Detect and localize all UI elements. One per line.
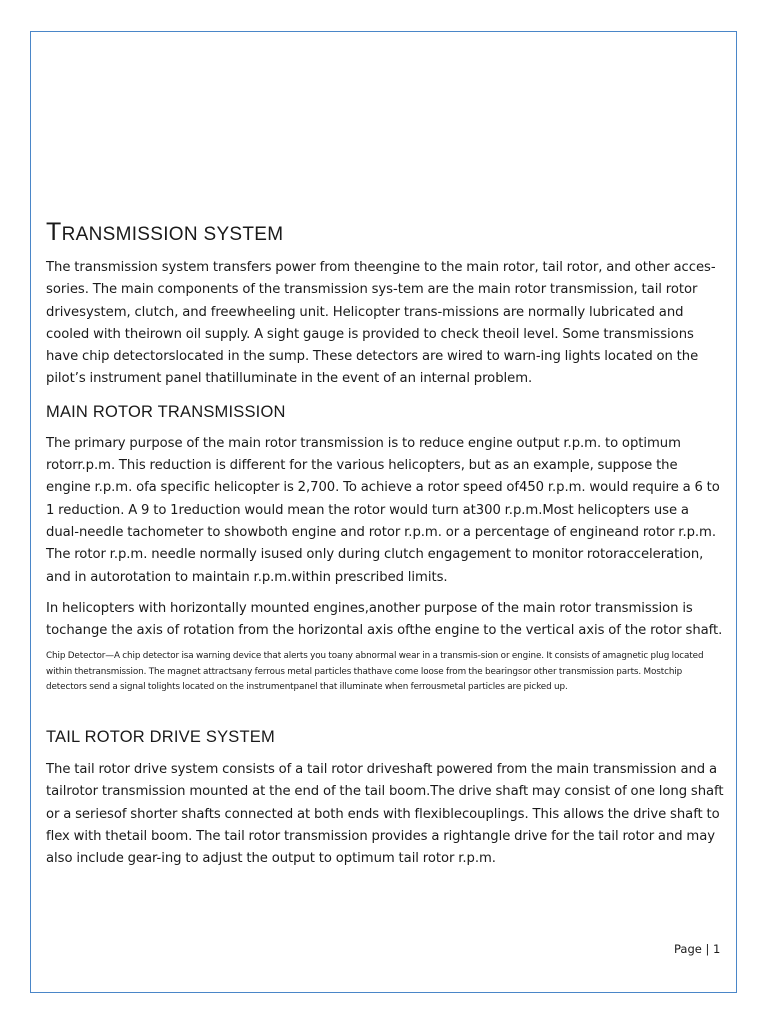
- document-body: [46, 218, 724, 870]
- main-rotor-paragraph-1: The primary purpose of the main rotor transmission is to reduce engine output r.p.m. to optimum rotorr.p.m. This reduction is different for the various helicopters, but as an example, suppose the engine r.p.m. ofa specific helicopter is 2,700. To achieve a rotor speed of450 r.p.m. would require a 6 to 1 reduction. A 9 to 1reduction would mean the rotor would turn at300 r.p.m.Most helicopters use a dual-needle tachometer to showboth engine and rotor r.p.m. or a percentage of engineand rotor r.p.m. The rotor r.p.m. needle normally isused only during clutch engagement to monitor rotoracceleration, and in autorotation to maintain r.p.m.within prescribed limits.: [46, 435, 720, 585]
- main-rotor-heading: MAIN ROTOR TRANSMISSION: [46, 402, 286, 421]
- intro-paragraph: The transmission system transfers power from theengine to the main rotor, tail rotor, and other acces-sories. The main components of the transmission sys-tem are the main rotor transmission, tail rotor drivesystem, clutch, and freewheeling unit. Helicopter trans-missions are normally lubricated and cooled with theirown oil supply. A sight gauge is provided to check theoil level. Some transmissions have chip detectorslocated in the sump. These detectors are wired to warn-ing lights located on the pilot’s instrument panel thatilluminate in the event of an internal problem.: [46, 260, 716, 387]
- tail-rotor-heading: TAIL ROTOR DRIVE SYSTEM: [46, 727, 275, 746]
- chip-detector-note: Chip Detector—A chip detector isa warning device that alerts you toany abnormal wear in a transmis-sion or engine. It consists of amagnetic plug located within thetransmission. The magnet attractsany ferrous metal particles thathave come loose from the bearingsor other transmission parts. Mostchip detectors send a signal tolights located on the instrumentpanel that illuminate when ferrousmetal particles are picked up.: [46, 651, 704, 693]
- title-rest: RANSMISSION SYSTEM: [61, 224, 284, 245]
- title-initial: T: [46, 218, 62, 246]
- document-title: [46, 218, 724, 249]
- page-number: Page | 1: [674, 942, 721, 956]
- tail-rotor-paragraph: The tail rotor drive system consists of a tail rotor driveshaft powered from the main transmission and a tailrotor transmission mounted at the end of the tail boom.The drive shaft may consist of one long shaft or a seriesof shorter shafts connected at both ends with flexiblecouplings. This allows the drive shaft to flex with thetail boom. The tail rotor transmission provides a rightangle drive for the tail rotor and may also include gear-ing to adjust the output to optimum tail rotor r.p.m.: [46, 761, 724, 867]
- main-rotor-paragraph-2: In helicopters with horizontally mounted engines,another purpose of the main rotor transmission is tochange the axis of rotation from the horizontal axis ofthe engine to the vertical axis of the rotor shaft.: [46, 600, 723, 639]
